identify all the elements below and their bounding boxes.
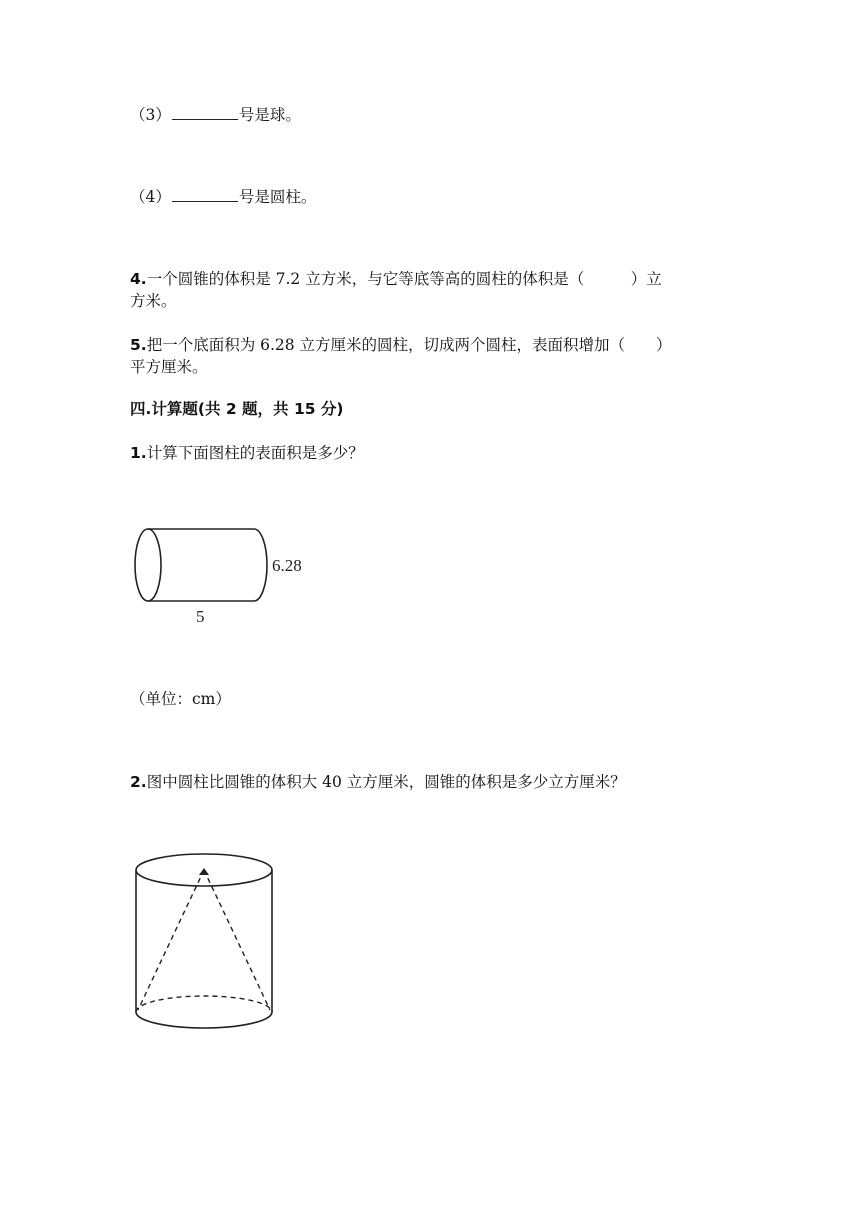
calc-question-1-number: 1.	[130, 444, 147, 462]
cone-right-edge	[204, 870, 270, 1010]
calc-question-1-text: 计算下面图柱的表面积是多少？	[146, 444, 364, 462]
unit-note: （单位：cm）	[130, 690, 231, 708]
question-4	[130, 268, 730, 312]
cylinder-right-face	[254, 529, 267, 601]
fill-item-4-prefix: （4）	[130, 188, 171, 206]
question-5-text-1: 把一个底面积为 6.28 立方厘米的圆柱，切成两个圆柱，表面积增加（ ）	[146, 336, 672, 354]
fill-item-4	[130, 187, 316, 207]
fill-item-3	[130, 105, 301, 125]
question-4-number: 4.	[130, 270, 147, 288]
question-4-text-2: 方米。	[130, 292, 177, 310]
fill-item-3-suffix: 号是球。	[238, 106, 301, 124]
fill-item-3-prefix: （3）	[130, 106, 171, 124]
cylinder-left-face	[135, 529, 161, 601]
cylinder-cone-figure	[128, 850, 288, 1040]
question-5-text-2: 平方厘米。	[130, 358, 208, 376]
calc-question-2	[130, 772, 626, 792]
cone-left-edge	[138, 870, 204, 1010]
answer-blank-3[interactable]	[172, 105, 238, 120]
fill-item-4-suffix: 号是圆柱。	[238, 188, 317, 206]
answer-blank-4[interactable]	[172, 187, 238, 202]
calc-question-2-number: 2.	[130, 773, 147, 791]
question-5-line-1	[130, 334, 730, 356]
question-5	[130, 334, 730, 378]
cylinder-height-label: 6.28	[272, 556, 302, 575]
question-4-line-1	[130, 268, 730, 290]
question-5-number: 5.	[130, 336, 147, 354]
cylinder-figure	[128, 520, 328, 630]
cone-apex-mark	[199, 868, 209, 875]
cylinder-bottom-front	[136, 1012, 272, 1028]
calc-question-1	[130, 443, 364, 463]
cylinder-length-label: 5	[196, 607, 205, 626]
calc-question-2-text: 图中圆柱比圆锥的体积大 40 立方厘米，圆锥的体积是多少立方厘米？	[146, 773, 626, 791]
question-4-text-1: 一个圆锥的体积是 7.2 立方米，与它等底等高的圆柱的体积是（ ）立	[146, 270, 662, 288]
section-heading: 四.计算题(共 2 题，共 15 分)	[130, 400, 344, 418]
cylinder-bottom-back	[136, 996, 272, 1012]
